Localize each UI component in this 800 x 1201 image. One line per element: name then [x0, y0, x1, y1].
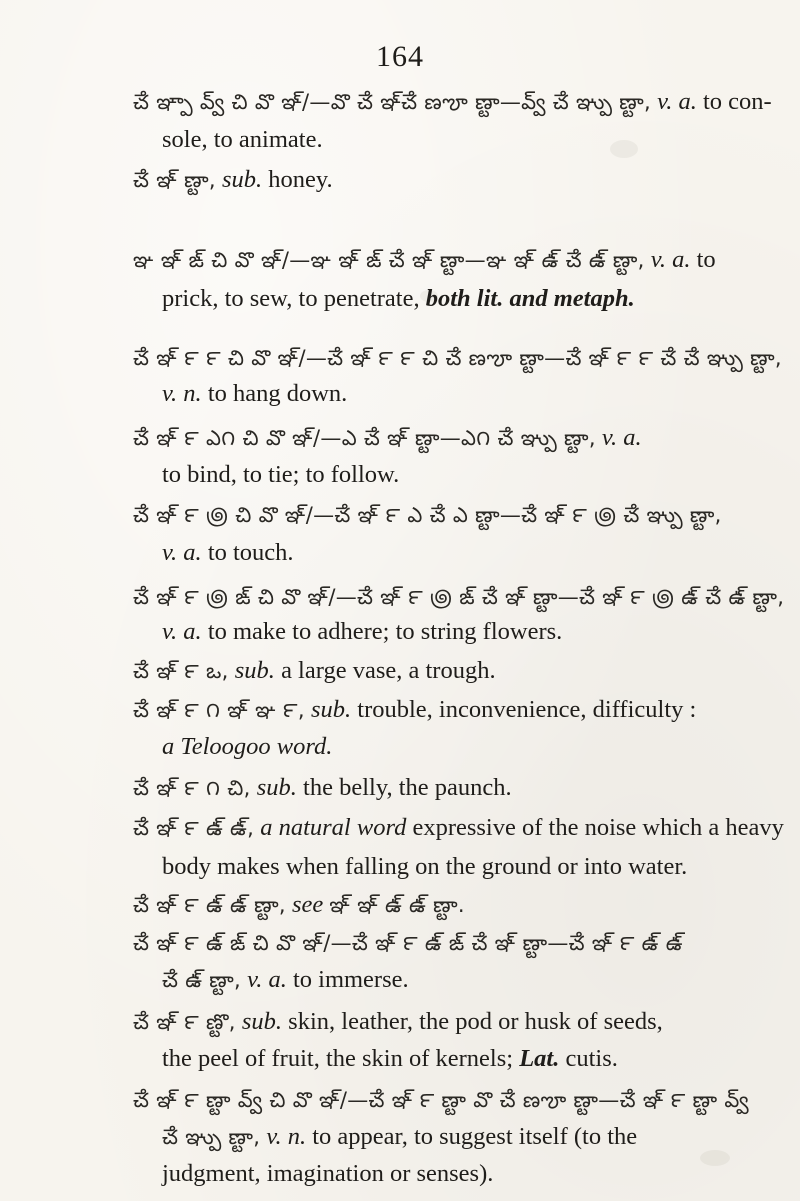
definition-text: judgment, imagination or senses).	[162, 1160, 494, 1187]
usage-note: both lit. and metaph.	[425, 285, 635, 312]
entry-line	[133, 578, 784, 616]
grammar-label: sub.	[256, 774, 297, 801]
telugu-headword: ఞ ఞ్ ఙ్ చి వొ ఞ్/—ఞ ఞ్ ఙ్ ౘ ఞ్ ణ్టా—ఞ ఞ్ ఉ్ ౘ ఉ్ ణ్టా,	[133, 248, 645, 272]
telugu-headword: ౘ ఞ్ ౯ ణ్టా వ్వ్ చి వొ ఞ్/—ౘ ఞ్ ౯ ణ్టా వొ ౘ ణౡ ణ్టా—ౘ ఞ్ ౯ ణ్టా వ్వ్	[133, 1088, 749, 1112]
entry-line	[133, 496, 722, 534]
entry-line	[133, 83, 772, 121]
telugu-headword: ౘ ఞ్ ౯ ౧ చి,	[133, 776, 251, 800]
entry-line	[133, 1003, 663, 1041]
entry-line	[162, 728, 332, 766]
usage-note: Lat.	[519, 1045, 560, 1072]
entry-line	[133, 419, 642, 457]
entry-line	[162, 1118, 637, 1156]
definition-text: a large vase, a trough.	[281, 657, 496, 684]
entry-line	[162, 280, 635, 318]
entry-line	[162, 121, 323, 159]
entry-line	[133, 1081, 749, 1119]
telugu-form: ౘ ఉ్ ణ్టా,	[162, 968, 242, 992]
definition-text: prick, to sew, to penetrate,	[162, 285, 420, 312]
entry-line	[133, 886, 465, 924]
entry-line	[162, 534, 294, 572]
grammar-label: v. n.	[162, 380, 202, 407]
grammar-label: v. a.	[162, 618, 202, 645]
definition-text: the peel of fruit, the skin of kernels;	[162, 1045, 514, 1072]
telugu-headword: ౘ ఞ్ ణ్టా,	[133, 168, 216, 192]
definition-text: to bind, to tie; to follow.	[162, 461, 400, 488]
definition-text: body makes when falling on the ground or into water.	[162, 853, 688, 880]
telugu-headword: ౘ ఞ్ ౯ ఉ్ ఉ్,	[133, 816, 255, 840]
entry-line	[162, 1040, 618, 1078]
entry-line	[133, 809, 784, 847]
telugu-headword: ౘ ఞ్ ౯ ౷ చి వొ ఞ్/—ౘ ఞ్ ౯ ఎ ౘ ఎ ణ్టా—ౘ ఞ్ ౯ ౷ ౘ ఞ్పు ణ్టా,	[133, 503, 722, 527]
telugu-headword: ౘ ఞ్ ౯ ఉ్ ఙ్ చి వొ ఞ్/—ౘ ఞ్ ౯ ఉ్ ఙ్ ౘ ఞ్ ణ్టా—ౘ ఞ్ ౯ ఉ్ ఉ్	[133, 931, 683, 955]
telugu-headword: ౘ ఞ్ ౯ ఒ,	[133, 659, 229, 683]
definition-text: to con-	[702, 88, 772, 115]
grammar-label: sub.	[234, 657, 275, 684]
definition-text: the belly, the paunch.	[303, 774, 512, 801]
telugu-headword: ౘ ఞ్ ౯ ణ్టొ,	[133, 1010, 236, 1034]
entry-line	[133, 924, 683, 962]
definition-text: to immerse.	[292, 966, 409, 993]
entry-line	[162, 375, 347, 413]
definition-text: sole, to animate.	[162, 126, 323, 153]
entry-line	[133, 652, 496, 690]
grammar-label: v. a.	[601, 424, 642, 451]
entry-line	[133, 339, 782, 377]
entry-line	[162, 613, 562, 651]
definition-text: trouble, inconvenience, difficulty :	[357, 696, 697, 723]
grammar-label: v. n.	[266, 1123, 307, 1150]
telugu-headword: ౘ ఞ్పా వ్వ్ చి వొ ఞ్/—వొ ౘ ఞ్ౘ ణౡ ణ్టా—వ్వ్ ౘ ఞ్పు ణ్టా,	[133, 90, 652, 114]
definition-text: to hang down.	[207, 380, 348, 407]
telugu-headword: ౘ ఞ్ ౯ ౯ చి వొ ఞ్/—ౘ ఞ్ ౯ ౯ చి ౘ ణౡ ణ్టా—ౘ ఞ్ ౯ ౯ ౘ ౘ ఞ్పు ణ్టా,	[133, 346, 782, 370]
definition-text: honey.	[268, 166, 333, 193]
entry-line	[162, 456, 399, 494]
entry-line	[162, 848, 687, 886]
grammar-label: sub.	[241, 1008, 283, 1035]
grammar-label: sub.	[310, 696, 352, 723]
cross-reference: ఞ్ ఞ్ ఉ్ ఉ్ ణ్టా.	[329, 893, 465, 917]
entry-line	[133, 691, 696, 729]
telugu-headword: ౘ ఞ్ ౯ ఎ౧ చి వొ ఞ్/—ఎ ౘ ఞ్ ణ్టా—ఎ౧ ౘ ఞ్పు ణ్టా,	[133, 426, 596, 450]
definition-text: skin, leather, the pod or husk of seeds,	[288, 1008, 663, 1035]
telugu-headword: ౘ ఞ్ ౯ ఉ్ ఉ్ ణ్టా,	[133, 893, 286, 917]
definition-text: cutis.	[565, 1045, 618, 1072]
usage-note: see	[291, 891, 324, 918]
entry-line	[133, 161, 333, 199]
grammar-label: v. a.	[162, 539, 202, 566]
telugu-form: ౘ ఞ్పు ణ్టా,	[162, 1125, 261, 1149]
definition-text: to appear, to suggest itself (to the	[312, 1123, 638, 1150]
usage-note: a natural word	[260, 814, 407, 841]
usage-note: a Teloogoo word.	[162, 733, 333, 760]
definition-text: to	[696, 246, 716, 273]
entry-line	[162, 1155, 493, 1193]
grammar-label: sub.	[221, 166, 263, 193]
definition-text: to make to adhere; to string flowers.	[207, 618, 563, 645]
definition-text: to touch.	[207, 539, 294, 566]
entry-line	[133, 241, 716, 279]
entry-line	[133, 769, 512, 807]
grammar-label: v. a.	[247, 966, 287, 993]
entry-line	[162, 961, 409, 999]
telugu-headword: ౘ ఞ్ ౯ ౧ ఞ్ ఞ ౯,	[133, 698, 305, 722]
telugu-headword: ౘ ఞ్ ౯ ౷ ఙ్ చి వొ ఞ్/—ౘ ఞ్ ౯ ౷ ఙ్ ౘ ఞ్ ణ్టా—ౘ ఞ్ ౯ ౷ ఉ్ ౘ ఉ్ ణ్టా,	[133, 585, 785, 609]
page-number: 164	[376, 40, 424, 73]
grammar-label: v. a.	[650, 246, 691, 273]
definition-text: expressive of the noise which a heavy	[412, 814, 784, 841]
grammar-label: v. a.	[657, 88, 697, 115]
